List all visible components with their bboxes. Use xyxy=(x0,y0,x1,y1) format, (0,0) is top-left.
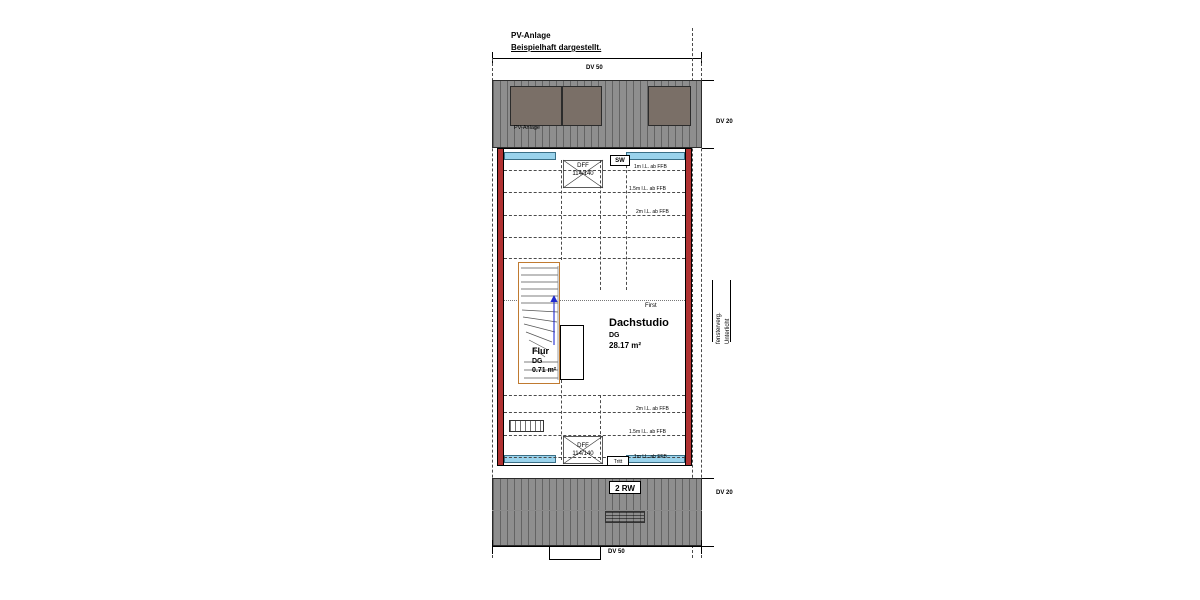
room-dachstudio-level: DG xyxy=(609,332,620,339)
sw-label-box: SW xyxy=(610,155,630,166)
room-flur-level: DG xyxy=(532,358,543,365)
right-dim-top-tick-a xyxy=(702,80,714,81)
bottom-dimension-tick-right xyxy=(701,540,702,554)
pv-panel-2 xyxy=(562,86,602,126)
roof-grill xyxy=(605,511,645,523)
right-dim-top-tick-b xyxy=(702,148,714,149)
room-flur-name: Flur xyxy=(532,346,549,356)
aux-line-top-a xyxy=(504,237,685,238)
aux-line-top-b xyxy=(504,258,685,259)
skylight-top-label-2: 114/140 xyxy=(572,171,594,177)
ridge-label: First xyxy=(645,303,657,309)
headroom-label-2: 2m l.L. ab FFB xyxy=(636,209,669,215)
bottom-dimension-tick-left xyxy=(492,540,493,554)
wall-left xyxy=(497,148,504,466)
wall-bottom-edge xyxy=(497,465,692,466)
pv-note-line1: PV-Anlage xyxy=(511,31,551,40)
wall-top-edge xyxy=(497,148,692,149)
roof-band-bottom-midline xyxy=(492,510,702,511)
pv-panel-3 xyxy=(648,86,691,126)
bottom-sill-box xyxy=(549,546,601,560)
stair-landing xyxy=(560,325,584,380)
right-dim-bottom-tick-a xyxy=(702,478,714,479)
headroom-label-4: 1.5m l.L. ab FFB xyxy=(629,429,666,435)
skylight-top-label-1: DFF xyxy=(577,163,589,169)
headroom-label-0: 1m l.L. ab FFB xyxy=(634,164,667,170)
glass-band-top-right xyxy=(626,152,685,160)
top-dimension-line xyxy=(492,58,702,59)
skylight-bottom-label-2: 114/140 xyxy=(572,451,594,457)
roof-band-bottom xyxy=(492,478,702,546)
room-dachstudio-name: Dachstudio xyxy=(609,317,669,329)
rw-label-box: 2 RW xyxy=(609,481,641,494)
bottom-dimension-line xyxy=(492,546,702,547)
room-dachstudio-area: 28.17 m² xyxy=(609,341,642,350)
headroom-label-1: 1.5m l.L. ab FFB xyxy=(629,186,666,192)
floor-opening-hatch xyxy=(509,420,544,432)
pv-panel-1 xyxy=(510,86,562,126)
right-dim-bottom-tick-b xyxy=(702,546,714,547)
headroom-label-5: 1m l.L. ab FFB xyxy=(634,454,667,460)
pv-note-line2: Beispielhaft dargestellt. xyxy=(511,43,602,52)
skylight-bottom-label-1: DFF xyxy=(577,443,589,449)
right-dimension-bottom-label: DV 20 xyxy=(716,490,733,496)
tritt-label-box: Tritt xyxy=(607,456,629,466)
top-dimension-label: DV 50 xyxy=(586,65,603,71)
pv-panel-label: PV-Anlage xyxy=(514,125,540,131)
aux-line-bot-b xyxy=(504,395,685,396)
inner-grid-line-c xyxy=(626,160,627,290)
bottom-dimension-label: DV 50 xyxy=(608,549,625,555)
headroom-label-3: 2m l.L. ab FFB xyxy=(636,406,669,412)
room-flur-area: 0.71 m² xyxy=(532,367,557,374)
skylight-bottom-symbol xyxy=(563,436,603,464)
side-vertical-label-line2: Unterlicht xyxy=(725,318,731,344)
right-dimension-top-label: DV 20 xyxy=(716,119,733,125)
side-label-rule-left xyxy=(712,280,713,342)
wall-right xyxy=(685,148,692,466)
glass-band-top-left xyxy=(504,152,556,160)
side-vertical-label-line1: fensterverg. xyxy=(716,312,722,344)
